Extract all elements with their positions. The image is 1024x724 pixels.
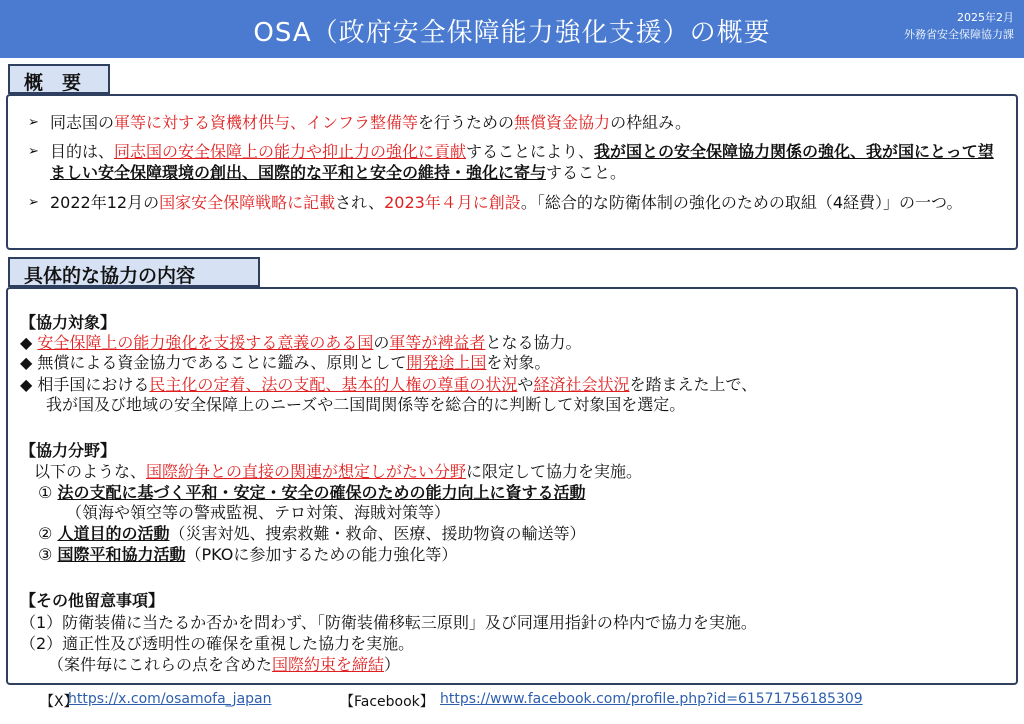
diamond-bullet-icon: ◆ [20, 353, 38, 372]
overview-box [6, 94, 1018, 250]
title-bar [0, 0, 1024, 58]
x-label: 【X】 [40, 694, 78, 710]
diamond-bullet-icon: ◆ [20, 333, 38, 352]
diamond-bullet-icon: ◆ [20, 375, 38, 394]
field-3: ③ 国際平和協力活動（PKOに参加するための能力強化等） [38, 545, 458, 564]
field-2: ② 人道目的の活動（災害対処、捜索救難・救命、医療、援助物資の輸送等） [38, 524, 586, 543]
org-label: 外務省安全保障協力課 [904, 28, 1014, 41]
target-bullet-3: ◆ 相手国における民主化の定着、法の支配、基本的人権の尊重の状況や経済社会状況を踏まえた上で、 [20, 375, 758, 394]
date-label: 2025年2月 [957, 11, 1014, 24]
fields-label: 【協力分野】 [20, 441, 117, 460]
field-1-sub: （領海や領空等の警戒監視、テロ対策、海賊対策等） [66, 503, 451, 522]
facebook-label: 【Facebook】 [340, 694, 434, 710]
title-meta [904, 9, 1014, 43]
note-1: （1）防衛装備に当たるか否かを問わず、「防衛装備移転三原則」及び同運用指針の枠内で協力を実施。 [20, 613, 757, 632]
footer [0, 691, 1024, 719]
arrow-bullet-icon: ➢ [28, 144, 39, 159]
target-bullet-2: ◆ 無償による資金協力であることに鑑み、原則として開発途上国を対象。 [20, 353, 551, 372]
overview-item-1: ➢ 同志国の軍等に対する資機材供与、インフラ整備等を行うための無償資金協力の枠組み。 [28, 113, 692, 132]
field-1-title: ① 法の支配に基づく平和・安定・安全の確保のための能力向上に資する活動 [38, 483, 586, 502]
facebook-link[interactable]: https://www.facebook.com/profile.php?id=61571756185309 [440, 691, 863, 707]
target-bullet-1: ◆ 安全保障上の能力強化を支援する意義のある国の軍等が裨益者となる協力。 [20, 333, 582, 352]
arrow-bullet-icon: ➢ [28, 115, 39, 130]
overview-item-3: ➢ 2022年12月の国家安全保障戦略に記載され、2023年４月に創設。「総合的な防衛体制の強化のための取組（4経費）」の一つ。 [28, 193, 963, 212]
arrow-bullet-icon: ➢ [28, 195, 39, 210]
notes-label: 【その他留意事項】 [20, 591, 165, 610]
overview-item-2: ➢ 目的は、同志国の安全保障上の能力や抑止力の強化に貢献することにより、我が国との安全保障協力関係の強化、我が国にとって望ましい安全保障環境の創出、国際的な平和と安全の維持・強化に寄与すること。 [28, 142, 994, 182]
fields-intro: 以下のような、国際紛争との直接の関連が想定しがたい分野に限定して協力を実施。 [34, 462, 643, 481]
overview-heading: 概 要 [8, 64, 110, 94]
note-2: （2）適正性及び透明性の確保を重視した協力を実施。 [20, 634, 415, 653]
details-box [6, 287, 1018, 685]
target-label: 【協力対象】 [20, 313, 117, 332]
note-3: （案件毎にこれらの点を含めた国際約束を締結） [48, 655, 401, 674]
details-heading: 具体的な協力の内容 [8, 257, 260, 287]
page-title: OSA（政府安全保障能力強化支援）の概要 [253, 18, 771, 48]
x-link[interactable]: https://x.com/osamofa_japan [68, 691, 272, 707]
target-bullet-3-cont: 我が国及び地域の安全保障上のニーズや二国間関係等を総合的に判断して対象国を選定。 [46, 395, 686, 414]
